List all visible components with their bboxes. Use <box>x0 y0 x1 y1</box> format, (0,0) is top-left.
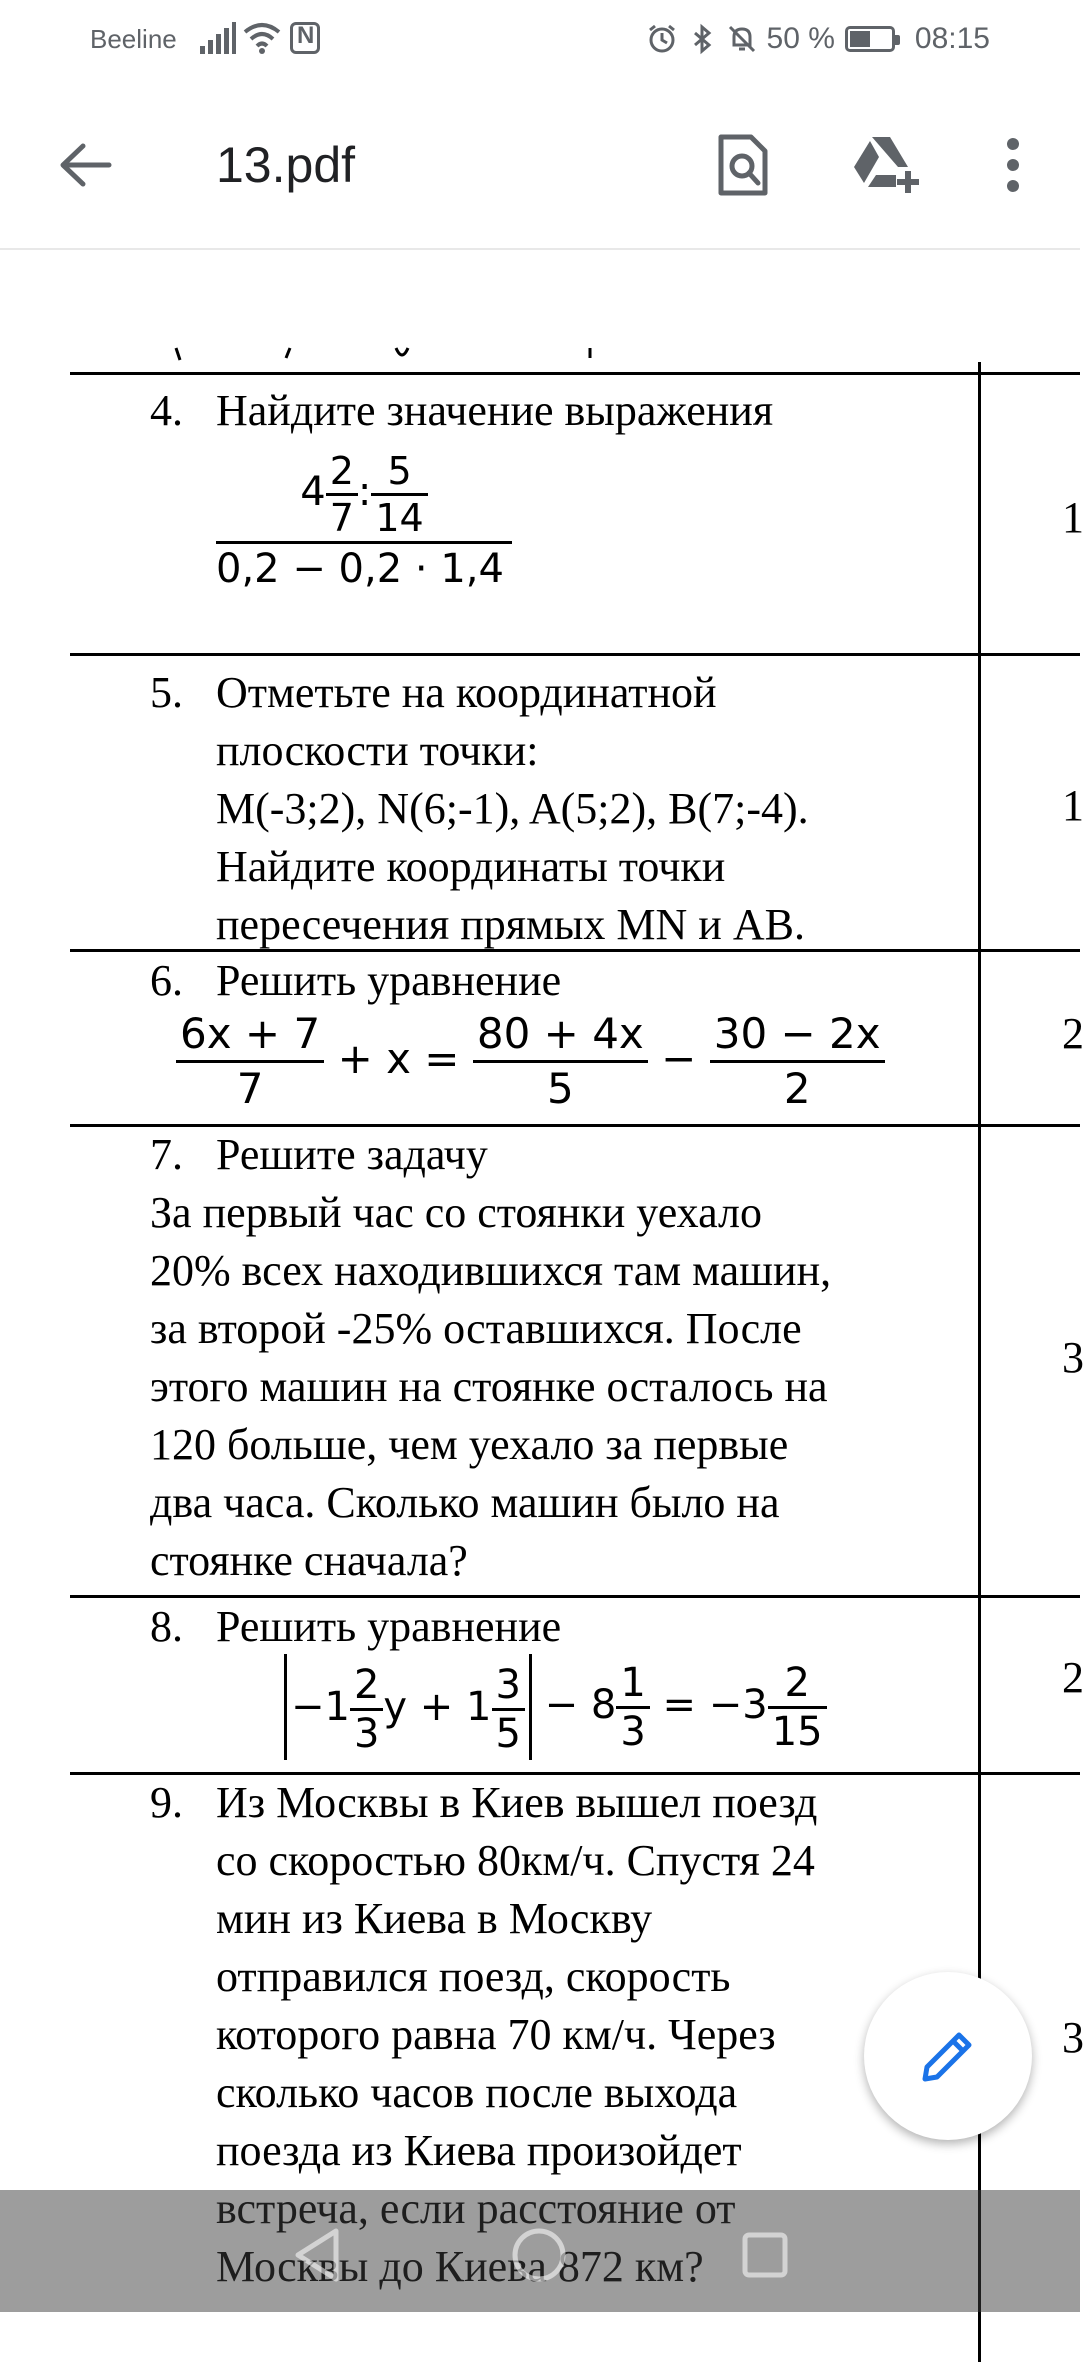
q8-f1-num: 2 <box>350 1662 383 1711</box>
q6-f2-num: 80 + 4x <box>473 1008 648 1063</box>
clock: 08:15 <box>914 22 990 55</box>
q5-line-4: Найдите координаты точки <box>216 842 726 891</box>
q8-equation <box>284 1654 827 1772</box>
q7-line-4: этого машин на стоянке осталось на <box>150 1362 828 1411</box>
q6-f2-den: 5 <box>546 1064 574 1113</box>
signal-icon <box>200 22 236 54</box>
q4-f2-den: 14 <box>375 495 424 540</box>
q6-f3-den: 2 <box>783 1064 811 1113</box>
q8-absolute-value <box>284 1654 532 1760</box>
q9-line-7: поезда из Киева произойдет <box>216 2126 742 2175</box>
q4-f1-num: 2 <box>326 449 358 496</box>
q5-score: 1 <box>1062 781 1084 830</box>
q9-score: 3 <box>1062 2013 1084 2062</box>
q8-number: 8. <box>150 1602 183 1651</box>
wifi-icon <box>243 22 281 54</box>
q6-f1-den: 7 <box>236 1064 264 1113</box>
q8-score: 2 <box>1062 1653 1084 1702</box>
q9-line-5: которого равна 70 км/ч. Через <box>216 2010 776 2059</box>
q4-number: 4. <box>150 386 183 435</box>
find-in-page-icon <box>717 133 769 197</box>
q7-line-3: за второй -25% оставшихся. После <box>150 1304 802 1353</box>
navigation-bar <box>0 2190 1080 2312</box>
battery-fill <box>850 31 870 47</box>
nav-back-button[interactable] <box>282 2220 352 2290</box>
nav-recents-icon <box>740 2230 790 2280</box>
q9-line-4: отправился поезд, скорость <box>216 1952 731 2001</box>
alarm-icon <box>647 24 677 54</box>
q7-score: 3 <box>1062 1333 1084 1382</box>
app-bar <box>0 80 1080 250</box>
q8-f2-den: 5 <box>495 1710 521 1757</box>
nav-back-icon <box>292 2227 342 2283</box>
q6-plus-x: + x = <box>337 1034 460 1083</box>
nav-recents-button[interactable] <box>730 2220 800 2290</box>
q8-f4-den: 15 <box>771 1708 823 1755</box>
nfc-icon <box>290 22 320 54</box>
battery-icon <box>845 26 895 52</box>
nav-home-icon <box>509 2225 569 2285</box>
q9-line-1: Из Москвы в Киев вышел поезд <box>216 1778 818 1827</box>
q4-colon: : <box>357 469 372 515</box>
status-right <box>647 22 990 56</box>
carrier-name: Beeline <box>90 24 177 54</box>
q9-line-6: сколько часов после выхода <box>216 2068 738 2117</box>
q4-denominator: 0,2 − 0,2 · 1,4 <box>216 546 504 592</box>
back-button[interactable] <box>40 120 130 210</box>
bluetooth-icon <box>687 24 717 54</box>
q7-line-5: 120 больше, чем уехало за первые <box>150 1420 789 1469</box>
status-bar <box>0 0 1080 80</box>
q8-t1: −1 <box>291 1684 350 1730</box>
more-vert-icon <box>1005 137 1021 193</box>
q7-text: Решите задачу <box>216 1130 488 1179</box>
more-options-button[interactable] <box>968 120 1058 210</box>
q6-text: Решить уравнение <box>216 956 562 1005</box>
find-in-page-button[interactable] <box>698 120 788 210</box>
document-title: 13.pdf <box>216 137 356 193</box>
row-divider <box>70 372 1080 375</box>
q4-f2-num: 5 <box>371 449 427 496</box>
nav-home-button[interactable] <box>504 2220 574 2290</box>
q8-t2: y + 1 <box>383 1684 492 1730</box>
q4-expression <box>216 440 512 594</box>
q6-score: 2 <box>1062 1009 1084 1058</box>
q8-t3: − 8 <box>544 1682 617 1728</box>
edit-fab-button[interactable] <box>864 1972 1032 2140</box>
q4-whole: 4 <box>300 469 326 515</box>
q7-number: 7. <box>150 1130 183 1179</box>
q8-f3-den: 3 <box>620 1708 646 1755</box>
q9-line-2: со скоростью 80км/ч. Спустя 24 <box>216 1836 815 1885</box>
add-to-drive-button[interactable] <box>842 120 932 210</box>
q6-f1-num: 6x + 7 <box>176 1008 324 1063</box>
q5-line-2: плоскости точки: <box>216 726 539 775</box>
q5-line-5: пересечения прямых MN и AB. <box>216 900 805 949</box>
q8-f2-num: 3 <box>492 1662 525 1711</box>
q9-number: 9. <box>150 1778 183 1827</box>
drive-add-icon <box>852 135 922 195</box>
q8-t4: = −3 <box>662 1682 768 1728</box>
q7-line-1: За первый час со стоянки уехало <box>150 1188 762 1237</box>
q8-f4-num: 2 <box>768 1660 827 1709</box>
q6-f3-num: 30 − 2x <box>710 1008 885 1063</box>
cut-off-glyphs <box>140 348 620 362</box>
q4-f1-den: 7 <box>329 495 354 540</box>
q4-score: 1 <box>1062 493 1084 542</box>
row-divider <box>70 653 1080 656</box>
pencil-icon <box>917 2025 979 2087</box>
back-arrow-icon <box>59 143 111 187</box>
q7-line-6: два часа. Сколько машин было на <box>150 1478 780 1527</box>
q7-line-7: стоянке сначала? <box>150 1536 468 1585</box>
battery-percent: 50 % <box>766 22 835 55</box>
q5-number: 5. <box>150 668 183 717</box>
q6-equation <box>176 1008 885 1124</box>
q9-line-3: мин из Киева в Москву <box>216 1894 653 1943</box>
q7-line-2: 20% всех находившихся там машин, <box>150 1246 832 1295</box>
q5-line-1: Отметьте на координатной <box>216 668 717 717</box>
q8-text: Решить уравнение <box>216 1602 562 1651</box>
cut-off-text <box>140 348 620 362</box>
q6-minus: − <box>661 1034 697 1083</box>
q4-text: Найдите значение выражения <box>216 386 774 435</box>
q6-number: 6. <box>150 956 183 1005</box>
notifications-off-icon <box>727 24 757 54</box>
q4-numerator <box>216 440 512 544</box>
q5-line-3: M(-3;2), N(6;-1), A(5;2), B(7;-4). <box>216 784 809 833</box>
q8-f3-num: 1 <box>616 1660 649 1709</box>
q8-f1-den: 3 <box>353 1710 380 1757</box>
